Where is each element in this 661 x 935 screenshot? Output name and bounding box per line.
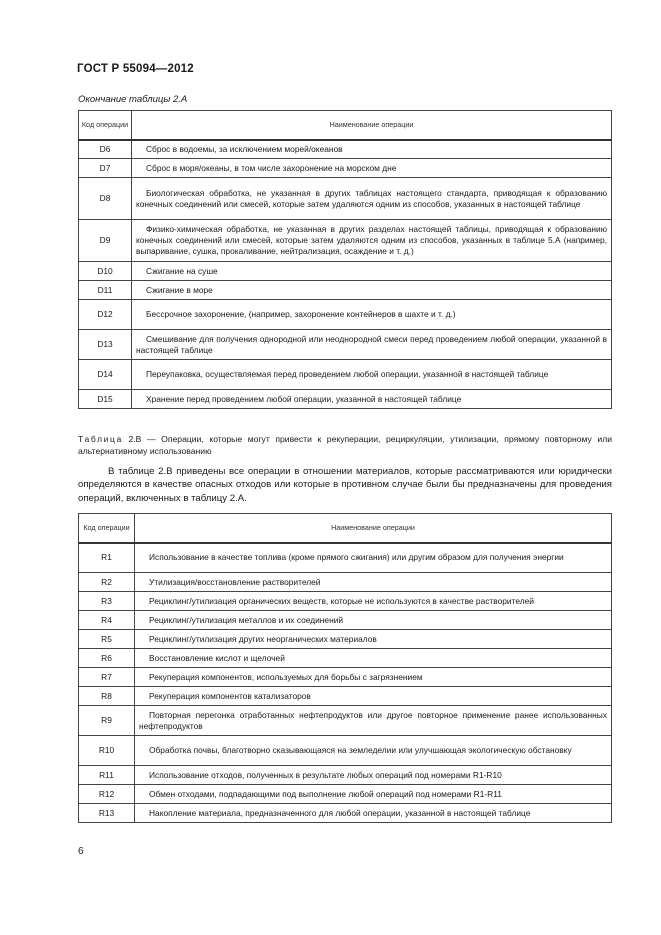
operation-name-text: Рекуперация компонентов, используемых для борьбы с загрязнением <box>149 671 423 682</box>
table-row <box>79 360 612 390</box>
operation-name-text: Бессрочное захоронение, (например, захоронение контейнеров в шахте и т. д.) <box>146 309 456 320</box>
operation-code: R8 <box>79 687 135 706</box>
table-row <box>79 706 612 736</box>
table-a-body <box>79 140 612 409</box>
table-row <box>79 592 612 611</box>
operation-name <box>132 178 612 220</box>
table-row <box>79 159 612 178</box>
table-row <box>79 330 612 360</box>
table-row <box>79 804 612 823</box>
column-header-name: Наименование операции <box>135 514 612 543</box>
operation-code: R3 <box>79 592 135 611</box>
operation-code: R9 <box>79 706 135 736</box>
operation-name-text: Обработка почвы, благотворно сказывающаяся на земледелии или улучшающая экологическую обстановку <box>149 745 572 756</box>
operation-name-text: Сброс в моря/океаны, в том числе захоронение на морском дне <box>146 162 397 173</box>
operation-name-text: Рециклинг/утилизация других неорганических материалов <box>149 633 377 644</box>
operation-name <box>135 785 612 804</box>
operation-code: D13 <box>79 330 132 360</box>
operation-code: D15 <box>79 390 132 409</box>
table-row <box>79 785 612 804</box>
operation-name-text: Смешивание для получения однородной или неоднородной смеси перед проведением любой операции, указанной в настоящей таблице <box>136 333 607 355</box>
operation-name <box>135 649 612 668</box>
operation-name <box>135 573 612 592</box>
table-row <box>79 649 612 668</box>
document-header: ГОСТ Р 55094—2012 <box>77 63 194 75</box>
operations-table-b <box>78 513 612 823</box>
operations-table-a <box>78 110 612 409</box>
table-row <box>79 281 612 300</box>
operation-code: R11 <box>79 766 135 785</box>
table-row <box>79 140 612 159</box>
operation-name <box>135 543 612 573</box>
table-row <box>79 543 612 573</box>
table-a-caption: Окончание таблицы 2.А <box>78 94 188 105</box>
operation-name <box>135 736 612 766</box>
operation-name <box>132 390 612 409</box>
table-row <box>79 766 612 785</box>
operation-name-text: Биологическая обработка, не указанная в других таблицах настоящего стандарта, приводящая к образованию конечных соединений или смесей, которые затем удаляются одним из способов, указанных в настоящей таблице <box>136 187 607 209</box>
operation-name-text: Рециклинг/утилизация металлов и их соединений <box>149 614 344 625</box>
operation-code: R13 <box>79 804 135 823</box>
operation-name-text: Использование отходов, полученных в результате любых операций под номерами R1-R10 <box>149 769 502 780</box>
operation-name <box>132 330 612 360</box>
operation-code: D6 <box>79 140 132 159</box>
table-row <box>79 573 612 592</box>
table-row <box>79 736 612 766</box>
table-b-title-number: 2.В <box>128 434 142 444</box>
operation-name <box>135 804 612 823</box>
operation-code: R4 <box>79 611 135 630</box>
operation-name-text: Переупаковка, осуществляемая перед проведением любой операции, указанной в настоящей таблице <box>146 369 549 380</box>
table-row <box>79 611 612 630</box>
table-row <box>79 178 612 220</box>
operation-name-text: Рекуперация компонентов катализаторов <box>149 690 311 701</box>
operation-name-text: Накопление материала, предназначенного для любой операции, указанной в настоящей таблице <box>149 807 531 818</box>
operation-code: D14 <box>79 360 132 390</box>
table-row <box>79 262 612 281</box>
operation-code: D7 <box>79 159 132 178</box>
table-row <box>79 668 612 687</box>
operation-name-text: Использование в качестве топлива (кроме прямого сжигания) или другим образом для получения энергии <box>149 552 564 563</box>
table-b-title-label: Таблица <box>78 434 123 444</box>
operation-code: D10 <box>79 262 132 281</box>
operation-code: R10 <box>79 736 135 766</box>
operation-name <box>132 281 612 300</box>
column-header-code: Код операции <box>79 111 132 140</box>
table-b-title-text: — Операции, которые могут привести к рекуперации, рециркуляции, утилизации, прямому повторному или альтернативному использованию <box>78 434 613 456</box>
operation-code: R2 <box>79 573 135 592</box>
operation-code: D11 <box>79 281 132 300</box>
operation-name-text: Рециклинг/утилизация органических веществ, которые не используются в качестве растворителей <box>149 595 534 606</box>
table-row <box>79 630 612 649</box>
operation-name-text: Сброс в водоемы, за исключением морей/океанов <box>146 143 343 154</box>
table-b-title <box>78 434 612 457</box>
operation-name <box>132 360 612 390</box>
operation-name <box>132 159 612 178</box>
operation-name <box>135 668 612 687</box>
operation-code: R1 <box>79 543 135 573</box>
operation-code: R7 <box>79 668 135 687</box>
operation-name <box>135 706 612 736</box>
page-number: 6 <box>78 846 84 857</box>
operation-name-text: Утилизация/восстановление растворителей <box>149 576 321 587</box>
operation-code: R5 <box>79 630 135 649</box>
operation-name-text: Обмен отходами, подпадающими под выполнение любой операций под номерами R1-R11 <box>149 788 502 799</box>
operation-name <box>135 766 612 785</box>
operation-name-text: Повторная перегонка отработанных нефтепродуктов или другое повторное применение ранее использованных нефтепродуктов <box>139 709 607 731</box>
operation-name-text: Хранение перед проведением любой операции, указанной в настоящей таблице <box>146 393 462 404</box>
operation-code: R6 <box>79 649 135 668</box>
operation-name-text: Сжигание на суше <box>146 265 218 276</box>
operation-name <box>135 611 612 630</box>
operation-name-text: Физико-химическая обработка, не указанная в других разделах настоящей таблицы, приводящая к образованию конечных соединений или смесей, которые затем удаляются одним из способов, указанных в таблице 5.А (например, выпаривание, сушка, прокаливание, нейтрализация, осаждение и т. д.) <box>136 224 607 256</box>
operation-code: D9 <box>79 220 132 262</box>
intro-paragraph: В таблице 2.В приведены все операции в отношении материалов, которые рассматриваются или юридически определяются в качестве опасных отходов или которые в противном случае были бы предназначены для проведения операций, включенных в таблицу 2.А. <box>78 466 612 504</box>
operation-code: R12 <box>79 785 135 804</box>
operation-name <box>132 140 612 159</box>
column-header-code: Код операции <box>79 514 135 543</box>
table-b-body <box>79 543 612 823</box>
operation-code: D12 <box>79 300 132 330</box>
table-row <box>79 390 612 409</box>
table-row <box>79 687 612 706</box>
operation-name <box>132 220 612 262</box>
table-row <box>79 220 612 262</box>
operation-name <box>132 262 612 281</box>
table-row <box>79 300 612 330</box>
operation-name-text: Восстановление кислот и щелочей <box>149 652 285 663</box>
column-header-name: Наименование операции <box>132 111 612 140</box>
operation-name-text: Сжигание в море <box>146 284 213 295</box>
operation-name <box>132 300 612 330</box>
operation-name <box>135 592 612 611</box>
operation-name <box>135 687 612 706</box>
operation-code: D8 <box>79 178 132 220</box>
operation-name <box>135 630 612 649</box>
